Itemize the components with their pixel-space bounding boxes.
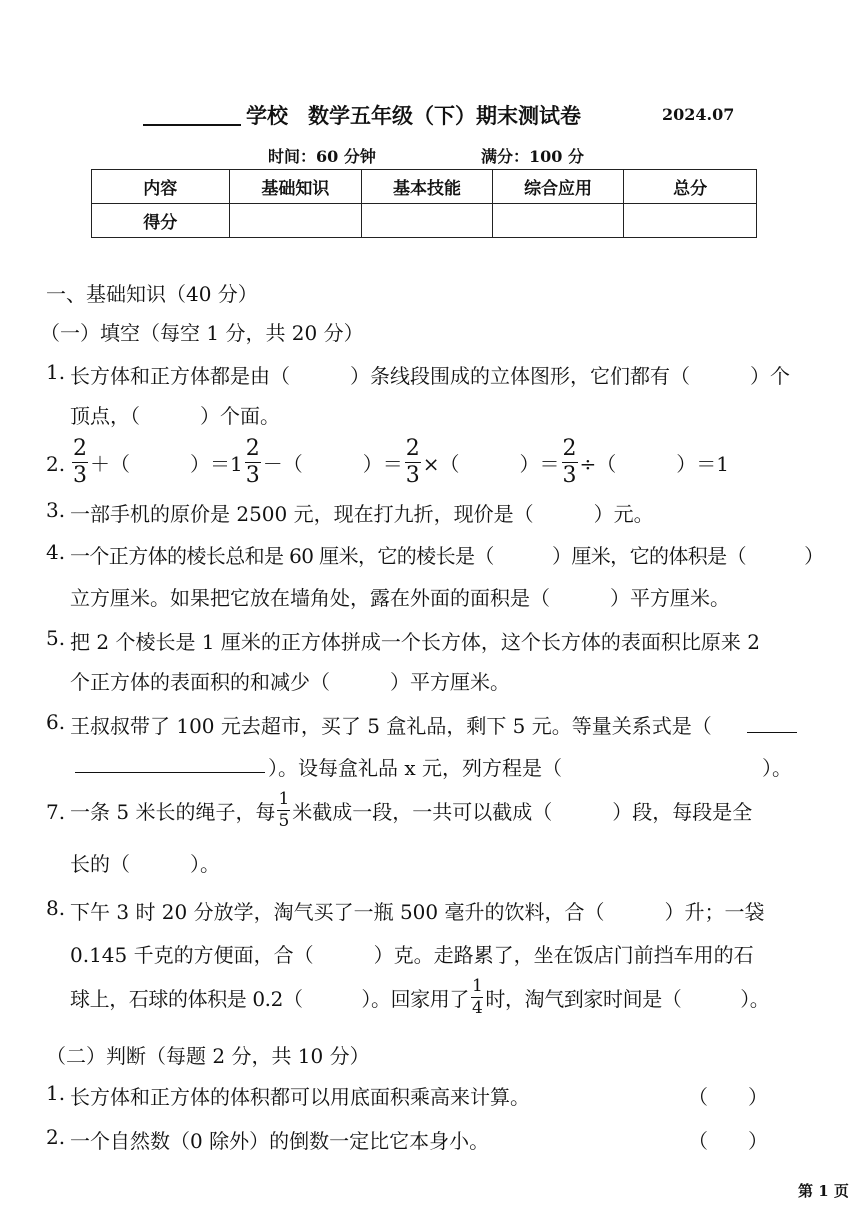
question-text: 王叔叔带了 100 元去超市，买了 5 盒礼品，剩下 5 元。等量关系式是（: [70, 714, 712, 738]
fraction: $\frac{1}{4}$: [471, 975, 483, 1018]
fraction: $\frac{2}{3}$: [562, 435, 577, 488]
question-number: 6.: [46, 710, 66, 734]
equation-text: ＋（ ）＝1: [90, 451, 243, 476]
page-title: 数学五年级（下）期末测试卷: [308, 103, 581, 128]
fraction: $\frac{2}{3}$: [405, 435, 420, 488]
score-cell-skills[interactable]: [362, 204, 493, 238]
time-limit: 时间：60 分钟: [268, 147, 376, 166]
question-number: 1.: [46, 1081, 66, 1105]
question-text: [70, 785, 752, 835]
question-text: 把 2 个棱长是 1 厘米的正方体拼成一个长方体，这个长方体的表面积比原来 2: [70, 630, 760, 654]
question-text: 长方体和正方体的体积都可以用底面积乘高来计算。: [70, 1085, 530, 1109]
question-text: 下午 3 时 20 分放学，淘气买了一瓶 500 毫升的饮料，合（ ）升；一袋: [70, 900, 765, 924]
equation-text: ×（ ）＝: [422, 451, 560, 476]
answer-blank[interactable]: [747, 713, 797, 733]
question-number: 7.: [46, 800, 66, 824]
section-title: 一、基础知识（40 分）: [46, 282, 258, 306]
score-table-header-row: [92, 170, 757, 204]
question-number: 5.: [46, 626, 66, 650]
part-title-true-false: （二）判断（每题 2 分，共 10 分）: [46, 1044, 370, 1068]
school-name-blank[interactable]: [143, 102, 241, 126]
fraction: $\frac{2}{3}$: [73, 435, 87, 488]
judgment-answer-box[interactable]: （ ）: [688, 1085, 768, 1109]
part-title-fill-in: （一）填空（每空 1 分，共 20 分）: [40, 321, 364, 345]
question-text-part: 米截成一段，一共可以截成（ ）段，每段是全: [292, 799, 753, 824]
question-text-part: 一条 5 米长的绳子，每: [70, 799, 276, 824]
question-text: 0.145 千克的方便面，合（ ）克。走路累了，坐在饭店门前挡车用的石: [70, 943, 754, 967]
table-header-cell: 基础知识: [229, 170, 362, 204]
equation-text: ÷（ ）＝1: [579, 451, 729, 476]
exam-date: 2024.07: [662, 105, 735, 124]
answer-blank[interactable]: [75, 753, 265, 773]
table-header-cell: 基本技能: [362, 170, 493, 204]
question-text: 一个自然数（0 除外）的倒数一定比它本身小。: [70, 1129, 490, 1153]
score-table: [91, 169, 757, 238]
equation-text: －（ ）＝: [262, 451, 403, 476]
question-text: 一个正方体的棱长总和是 60 厘米，它的棱长是（ ）厘米，它的体积是（ ）: [70, 544, 824, 568]
table-header-cell: 内容: [92, 170, 230, 204]
table-header-cell: 综合应用: [492, 170, 624, 204]
fraction-equation: [70, 437, 729, 487]
judgment-answer-box[interactable]: （ ）: [688, 1129, 768, 1153]
score-cell-basic[interactable]: [229, 204, 362, 238]
fraction: $\frac{2}{3}$: [245, 435, 260, 488]
question-text: [70, 972, 769, 1022]
table-header-cell: 总分: [624, 170, 757, 204]
score-table-score-row: [92, 204, 757, 238]
question-number: 8.: [46, 896, 66, 920]
full-score: 满分：100 分: [481, 147, 584, 166]
question-text: 一部手机的原价是 2500 元，现在打九折，现价是（ ）元。: [70, 502, 654, 526]
question-text: 个正方体的表面积的和减少（ ）平方厘米。: [70, 670, 510, 694]
question-text: 立方厘米。如果把它放在墙角处，露在外面的面积是（ ）平方厘米。: [70, 586, 730, 610]
question-text: 顶点，（ ）个面。: [70, 404, 280, 428]
question-text-part: 球上，石球的体积是 0.2（ ）。回家用了: [70, 986, 469, 1011]
question-text-part: 时，淘气到家时间是（ ）。: [485, 986, 770, 1011]
question-text: 长的（ ）。: [70, 852, 220, 876]
score-cell-total[interactable]: [624, 204, 757, 238]
question-text: ）。设每盒礼品 x 元，列方程是（ ）。: [268, 756, 792, 780]
score-row-label: 得分: [92, 204, 230, 238]
score-cell-applied[interactable]: [492, 204, 624, 238]
question-number: 1.: [46, 360, 66, 384]
question-number: 2.: [46, 1125, 66, 1149]
question-text: 长方体和正方体都是由（ ）条线段围成的立体图形，它们都有（ ）个: [70, 364, 790, 388]
school-suffix: 学校: [246, 103, 288, 128]
question-number: 3.: [46, 498, 66, 522]
question-number: 2.: [46, 452, 66, 476]
fraction: $\frac{1}{5}$: [278, 788, 290, 831]
question-number: 4.: [46, 540, 66, 564]
page-number: 第 1 页: [798, 1182, 849, 1200]
